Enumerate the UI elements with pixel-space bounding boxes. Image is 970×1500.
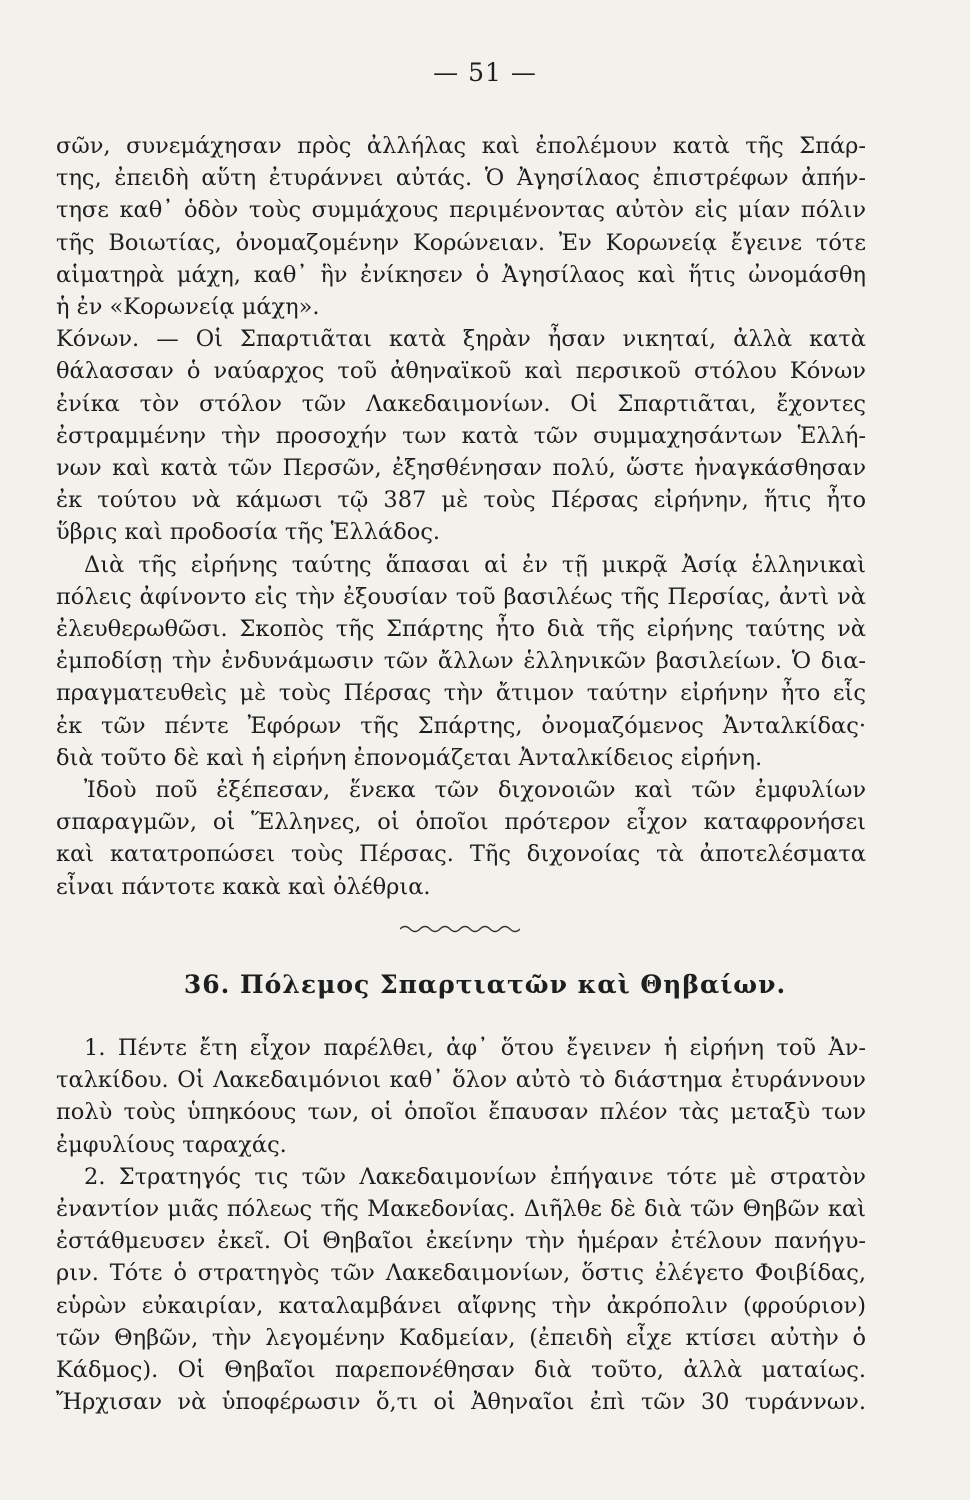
text-line: τῶν Θηβῶν, τὴν λεγομένην Καδμείαν, (ἐπειδὴ εἶχε κτίσει αὐτὴν ὁ <box>56 1324 866 1351</box>
text-line: 2. Στρατηγός τις τῶν Λακεδαιμονίων ἐπήγαινε τότε μὲ στρατὸν <box>84 1163 866 1190</box>
text-line: σπαραγμῶν, οἱ Ἕλληνες, οἱ ὁποῖοι πρότερον εἶχον καταφρονήσει <box>56 809 866 836</box>
text-line: αἱματηρὰ μάχη, καθ᾿ ἣν ἐνίκησεν ὁ Ἀγησίλαος καὶ ἥτις ὠνομάσθη <box>56 261 866 288</box>
text-line: ἐστάθμευσεν ἐκεῖ. Οἱ Θηβαῖοι ἐκείνην τὴν ἡμέραν ἐτέλουν πανήγυ- <box>56 1228 866 1255</box>
text-line: τῆς Βοιωτίας, ὀνομαζομένην Κορώνειαν. Ἐν Κορωνείᾳ ἔγεινε τότε <box>56 229 866 256</box>
text-line: ἐστραμμένην τὴν προσοχήν των κατὰ τῶν συμμαχησάντων Ἑλλή- <box>56 422 866 449</box>
text-line: θάλασσαν ὁ ναύαρχος τοῦ ἀθηναϊκοῦ καὶ περσικοῦ στόλου Κόνων <box>56 358 866 385</box>
text-line: νων καὶ κατὰ τῶν Περσῶν, ἐξησθένησαν πολύ, ὥστε ἠναγκάσθησαν <box>56 455 866 482</box>
wavy-divider <box>400 924 520 934</box>
text-line: τησε καθ᾿ ὁδὸν τοὺς συμμάχους περιμένοντας αὐτὸν εἰς μίαν πόλιν <box>56 197 866 224</box>
text-line: διὰ τοῦτο δὲ καὶ ἡ εἰρήνη ἐπονομάζεται Ἀνταλκίδειος εἰρήνη. <box>56 744 763 771</box>
text-line: ριν. Τότε ὁ στρατηγὸς τῶν Λακεδαιμονίων, ὅστις ἐλέγετο Φοιβίδας, <box>56 1260 866 1287</box>
text-block-2 <box>56 1032 866 1418</box>
text-line-konon: Κόνων. — Οἱ Σπαρτιᾶται κατὰ ξηρὰν ἦσαν νικηταί, ἀλλὰ κατὰ <box>56 326 866 353</box>
text-line: ἡ ἐν «Κορωνείᾳ μάχη». <box>56 294 320 321</box>
text-line: πραγματευθεὶς μὲ τοὺς Πέρσας τὴν ἄτιμον ταύτην εἰρήνην ἦτο εἷς <box>56 680 866 707</box>
text-line: ἐνίκα τὸν στόλον τῶν Λακεδαιμονίων. Οἱ Σπαρτιᾶται, ἔχοντες <box>56 390 866 417</box>
page-number: — 51 — <box>433 58 537 87</box>
text-line: ἐμποδίσῃ τὴν ἐνδυνάμωσιν τῶν ἄλλων ἑλληνικῶν βασιλείων. Ὁ δια- <box>56 648 866 675</box>
text-line: της, ἐπειδὴ αὕτη ἐτυράννει αὐτάς. Ὁ Ἀγησίλαος ἐπιστρέφων ἀπήν- <box>56 165 866 192</box>
text-line: ἐναντίον μιᾶς πόλεως τῆς Μακεδονίας. Διῆλθε δὲ διὰ τῶν Θηβῶν καὶ <box>56 1196 866 1223</box>
text-line: Κάδμος). Οἱ Θηβαῖοι παρεπονέθησαν διὰ τοῦτο, ἀλλὰ ματαίως. <box>56 1357 866 1384</box>
section-title: 36. Πόλεμος Σπαρτιατῶν καὶ Θηβαίων. <box>183 970 787 999</box>
text-line: ἐμφυλίους ταραχάς. <box>56 1131 287 1158</box>
text-line: εὑρὼν εὐκαιρίαν, καταλαμβάνει αἴφνης τὴν ἀκρόπολιν (φρούριον) <box>56 1292 866 1319</box>
text-line: 1. Πέντε ἔτη εἶχον παρέλθει, ἀφ᾿ ὅτου ἔγεινεν ἡ εἰρήνη τοῦ Ἀν- <box>84 1035 866 1061</box>
text-line: Ἤρχισαν νὰ ὑποφέρωσιν ὅ,τι οἱ Ἀθηναῖοι ἐπὶ τῶν 30 τυράννων. <box>56 1389 866 1416</box>
text-line: Διὰ τῆς εἰρήνης ταύτης ἅπασαι αἱ ἐν τῇ μικρᾷ Ἀσίᾳ ἑλληνικαὶ <box>84 551 866 578</box>
text-block-1 <box>56 130 866 903</box>
text-line: ἐκ τῶν πέντε Ἐφόρων τῆς Σπάρτης, ὀνομαζόμενος Ἀνταλκίδας· <box>56 712 866 739</box>
text-line: καὶ κατατροπώσει τοὺς Πέρσας. Τῆς διχονοίας τὰ ἀποτελέσματα <box>56 841 866 868</box>
text-line: εἶναι πάντοτε κακὰ καὶ ὀλέθρια. <box>56 873 431 900</box>
text-line: ἐλευθερωθῶσι. Σκοπὸς τῆς Σπάρτης ἦτο διὰ τῆς εἰρήνης ταύτης νὰ <box>56 616 866 643</box>
text-line: σῶν, συνεμάχησαν πρὸς ἀλλήλας καὶ ἐπολέμουν κατὰ τῆς Σπάρ- <box>56 133 866 159</box>
text-line: ὕβρις καὶ προδοσία τῆς Ἑλλάδος. <box>56 519 441 546</box>
text-line: Ἰδοὺ ποῦ ἐξέπεσαν, ἕνεκα τῶν διχονοιῶν καὶ τῶν ἐμφυλίων <box>84 777 866 804</box>
text-line: ταλκίδου. Οἱ Λακεδαιμόνιοι καθ᾿ ὅλον αὐτὸ τὸ διάστημα ἐτυράννουν <box>56 1067 866 1094</box>
text-line: πόλεις ἀφίνοντο εἰς τὴν ἐξουσίαν τοῦ βασιλέως τῆς Περσίας, ἀντὶ νὰ <box>56 583 866 610</box>
text-line: πολὺ τοὺς ὑπηκόους των, οἱ ὁποῖοι ἔπαυσαν πλέον τὰς μεταξὺ των <box>56 1099 866 1126</box>
text-line: ἐκ τούτου νὰ κάμωσι τῷ 387 μὲ τοὺς Πέρσας εἰρήνην, ἥτις ἦτο <box>56 487 866 514</box>
